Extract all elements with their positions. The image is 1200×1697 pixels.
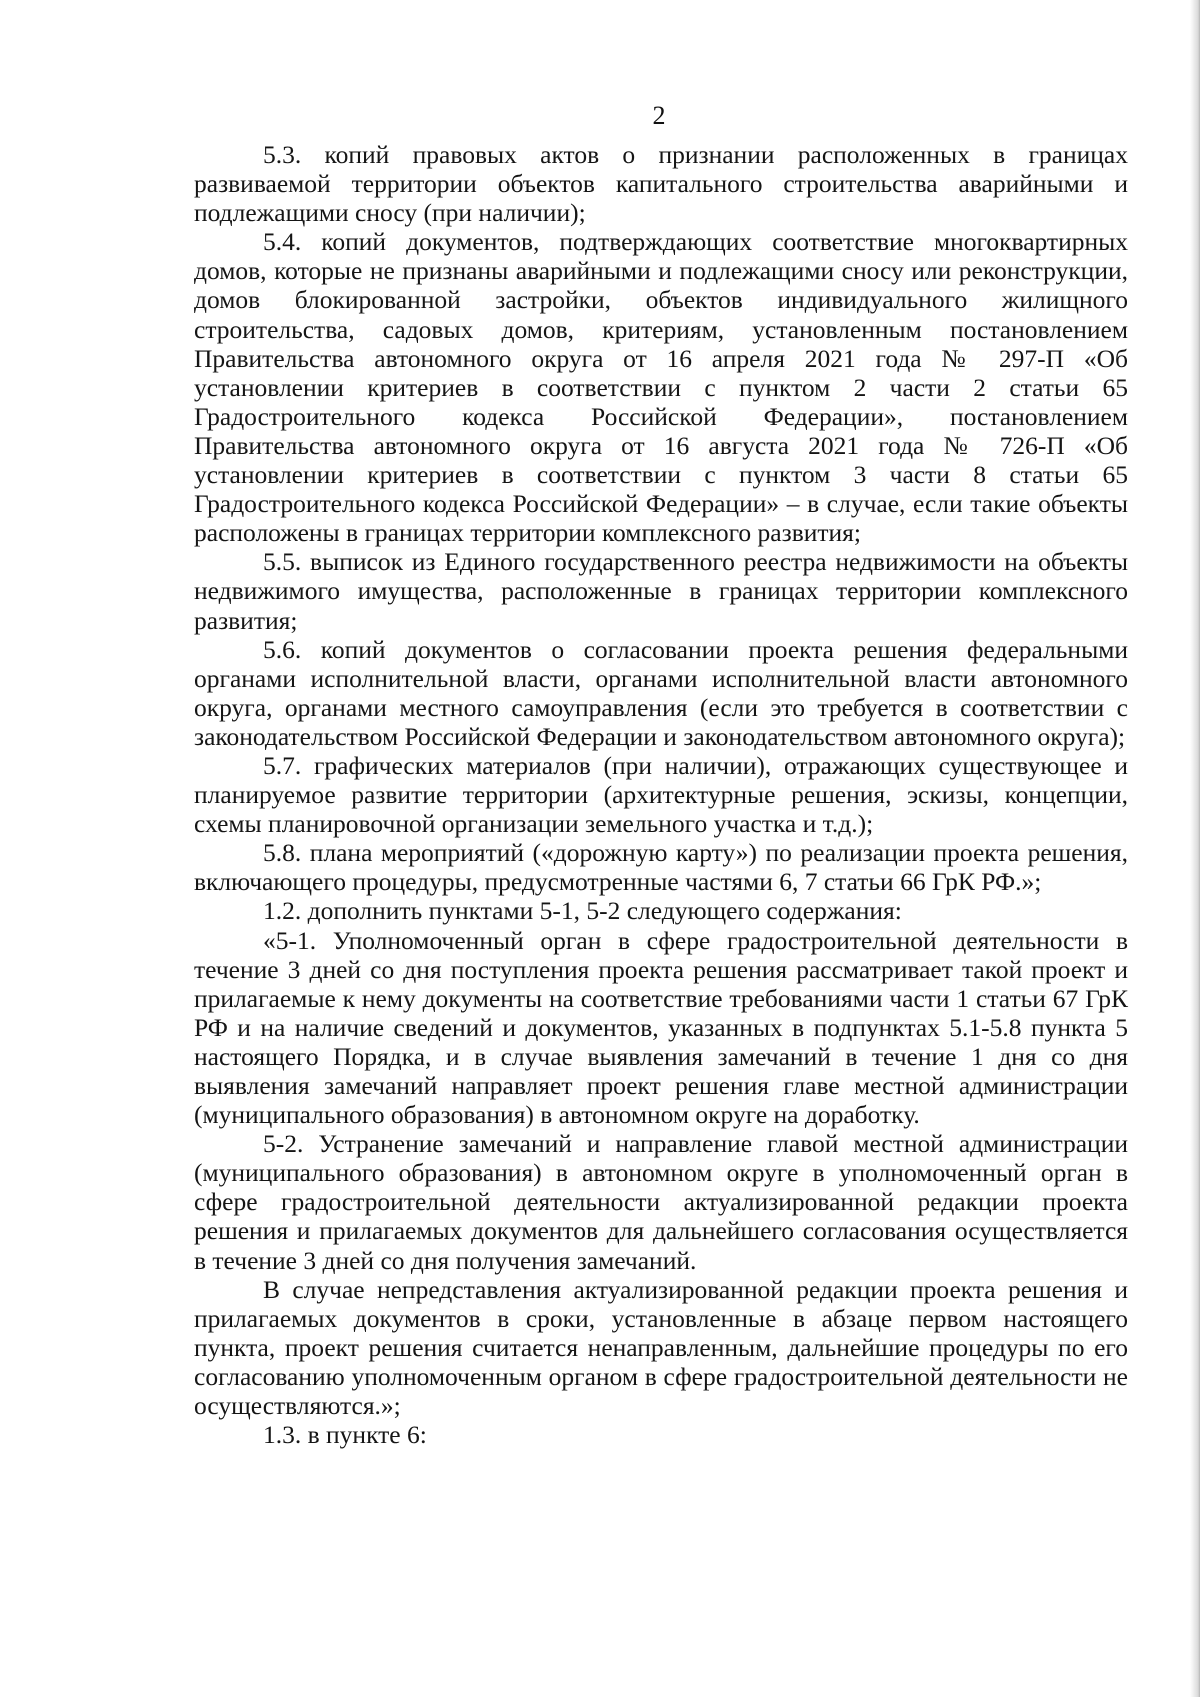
paragraph-5-7: 5.7. графических материалов (при наличии), отражающих существующее и планируемое развитие территории (архитектурные решения, эскизы, концепции, схемы планировочной организации земельного участка и т.д.); [194, 750, 1128, 839]
paragraph-1-2: 1.2. дополнить пунктами 5-1, 5-2 следующего содержания: [263, 896, 902, 926]
page-number: 2 [652, 101, 666, 130]
paragraph-5-2: 5-2. Устранение замечаний и направление главой местной администрации (муниципального образования) в автономном округе в уполномоченный орган в сфере градостроительной деятельности актуализированной редакции проекта решения и прилагаемых документов для дальнейшего согласования осуществляется в течение 3 дней со дня получения замечаний. [194, 1129, 1128, 1275]
scan-edge-shadow [1190, 0, 1200, 1697]
paragraph-5-5: 5.5. выписок из Единого государственного реестра недвижимости на объекты недвижимого имущества, расположенные в границах территории комплексного развития; [194, 547, 1128, 635]
paragraph-5-4: 5.4. копий документов, подтверждающих соответствие многоквартирных домов, которые не признаны аварийными и подлежащими сносу или реконструкции, домов блокированной застройки, объектов индивидуального жилищного строительства, садовых домов, критериям, установленным постановлением Правительства автономного округа от 16 апреля 2021 года № 297-П «Об установлении критериев в соответствии с пунктом 2 части 2 статьи 65 Градостроительного кодекса Российской Федерации», постановлением Правительства автономного округа от 16 августа 2021 года № 726-П «Об установлении критериев в соответствии с пунктом 3 части 8 статьи 65 Градостроительного кодекса Российской Федерации» – в случае, если такие объекты расположены в границах территории комплексного развития; [194, 227, 1128, 548]
paragraph-5-1: «5-1. Уполномоченный орган в сфере градостроительной деятельности в течение 3 дней со дня поступления проекта решения рассматривает такой проект и прилагаемые к нему документы на соответствие требованиями части 1 статьи 67 ГрК РФ и на наличие сведений и документов, указанных в подпунктах 5.1-5.8 пункта 5 настоящего Порядка, и в случае выявления замечаний в течение 1 дня со дня выявления замечаний направляет проект решения главе местной администрации (муниципального образования) в автономном округе на доработку. [194, 925, 1128, 1130]
paragraph-5-6: 5.6. копий документов о согласовании проекта решения федеральными органами исполнительной власти, органами исполнительной власти автономного округа, органами местного самоуправления (если это требуется в соответствии с законодательством Российской Федерации и законодательством автономного округа); [194, 634, 1128, 751]
paragraph-5-8: 5.8. плана мероприятий («дорожную карту») по реализации проекта решения, включающего процедуры, предусмотренные частями 6, 7 статьи 66 ГрК РФ.»; [194, 838, 1128, 897]
paragraph-non-submission: В случае непредставления актуализированной редакции проекта решения и прилагаемых документов в сроки, установленные в абзаце первом настоящего пункта, проект решения считается ненаправленным, дальнейшие процедуры по его согласованию уполномоченным органом в сфере градостроительной деятельности не осуществляются.»; [194, 1274, 1128, 1421]
paragraph-1-3: 1.3. в пункте 6: [263, 1420, 427, 1450]
document-body [194, 140, 1128, 1449]
paragraph-5-3: 5.3. копий правовых актов о признании расположенных в границах развиваемой территории объектов капитального строительства аварийными и подлежащими сносу (при наличии); [194, 140, 1128, 228]
